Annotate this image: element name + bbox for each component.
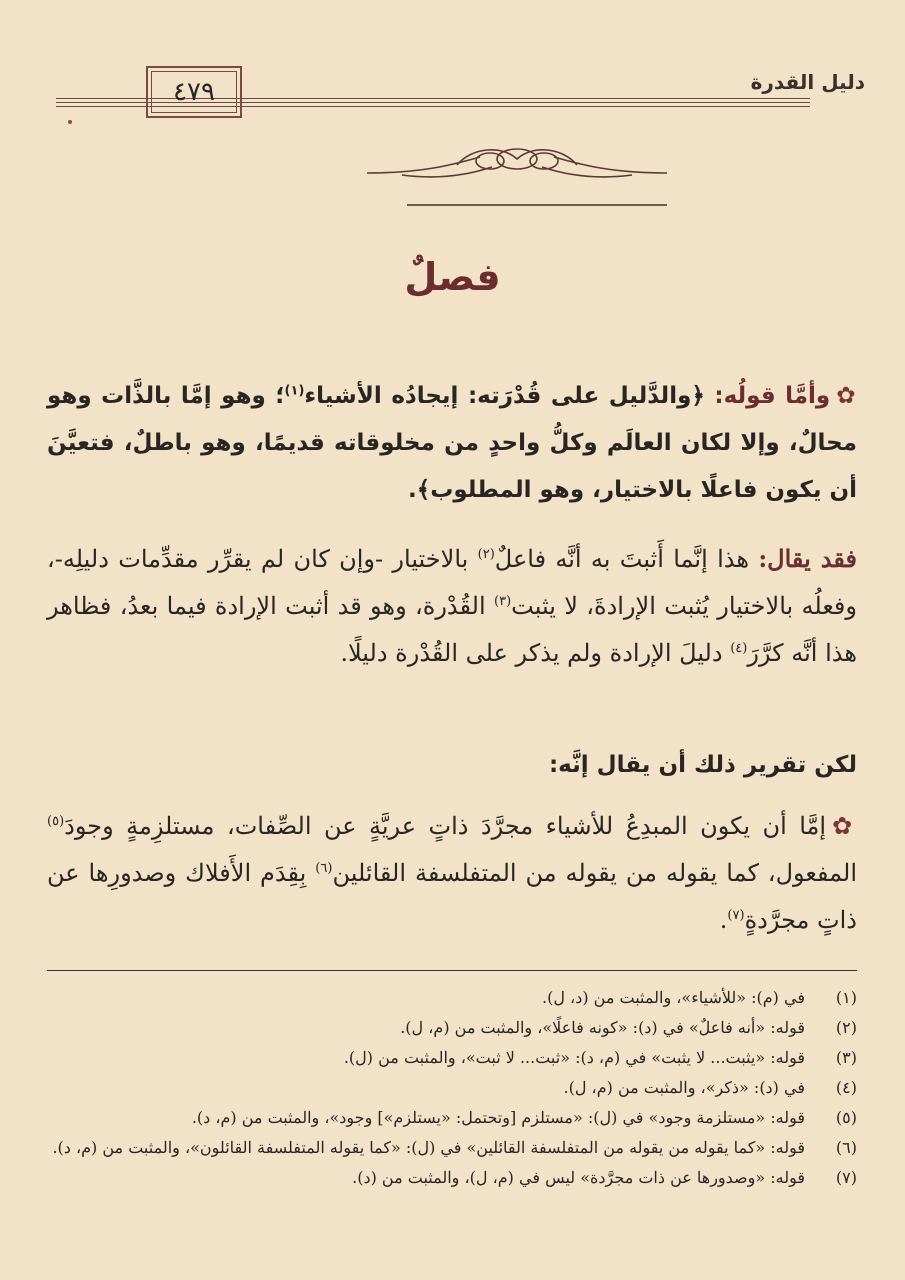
- paragraph-2-text-c: القُدْرة، وهو قد أثبت الإرادة فيما بعدُ، فظاهر هذا أنَّه كرَّرَ: [47, 592, 857, 667]
- footnote-number: (٥): [835, 1108, 857, 1127]
- footnote-item: [47, 1164, 857, 1192]
- footnote-item: [47, 984, 857, 1012]
- paragraph-1-rest: ؛ وهو إمَّا بالذَّات وهو محالٌ، وإلا لكان العالَم وكلُّ واحدٍ من مخلوقاته قديمًا، وهو باطلٌ، فتعيَّنَ أن يكون فاعلًا بالاختيار، وهو المطلوب﴾.: [47, 383, 857, 503]
- footnote-text: قوله: «أنه فاعلٌ» في (د): «كونه فاعلًا»، والمثبت من (م، ل).: [400, 1018, 805, 1037]
- footnote-ref-4[interactable]: (٤): [730, 641, 748, 656]
- footnote-text: في (د): «ذكر»، والمثبت من (م، ل).: [563, 1078, 805, 1097]
- footnote-ref-3[interactable]: (٣): [494, 594, 512, 609]
- paragraph-1: [47, 373, 857, 514]
- footnote-text: قوله: «مستلزمة وجود» في (ل): «مستلزم [وتحتمل: «يستلزم»] وجود»، والمثبت من (م، د).: [191, 1108, 805, 1127]
- page-number: ٤٧٩: [173, 77, 215, 107]
- paragraph-1-lead: وأمَّا قولُه:: [714, 383, 831, 409]
- running-title: دليل القدرة: [750, 70, 865, 94]
- footnote-separator: [47, 970, 857, 971]
- footnote-item: [47, 1014, 857, 1042]
- footnote-ref-5[interactable]: (٥): [47, 814, 65, 829]
- paragraph-4-text-b: المفعول، كما يقوله من يقوله من المتفلسفة القائلين: [332, 859, 858, 887]
- paragraph-2: [47, 535, 857, 677]
- ink-speck: [68, 120, 72, 124]
- footnote-number: (١): [835, 988, 857, 1007]
- paragraph-4-text-a: إمَّا أن يكون المبدِعُ للأشياء مجرَّدَ ذاتٍ عريَّةٍ عن الصِّفات، مستلزِمةٍ وجودَ: [64, 812, 827, 840]
- footnote-number: (٦): [835, 1138, 857, 1157]
- footnotes-list: [47, 984, 857, 1194]
- paragraph-2-text-b: بالاختيار -وإن كان لم يقرِّر مقدِّمات دليلِه-، وفعلُه بالاختيار يُثبت الإرادةَ، لا يثبت: [47, 545, 857, 620]
- footnote-number: (٤): [835, 1078, 857, 1097]
- paragraph-2-text-a: هذا إنَّما أَثبتَ به أنَّه فاعلٌ: [494, 545, 749, 573]
- section-heading: فصلٌ: [404, 255, 501, 299]
- footnote-number: (٣): [835, 1048, 857, 1067]
- footnote-number: (٧): [835, 1168, 857, 1187]
- footnote-item: [47, 1044, 857, 1072]
- paragraph-4-text-d: .: [719, 906, 728, 934]
- paragraph-1-quote: ﴿والدَّليل على قُدْرَته: إيجادُه الأشياء: [304, 383, 705, 409]
- footnote-text: قوله: «كما يقوله من يقوله من المتفلسفة القائلين» في (ل): «كما يقوله المتفلسفة القائلون»، والمثبت من (م، د).: [52, 1138, 805, 1157]
- footnote-ref-2[interactable]: (٢): [477, 547, 495, 562]
- paragraph-4-text-c: بِقِدَم الأَفلاك وصدورِها عن ذاتٍ مجرَّدةٍ: [47, 859, 857, 934]
- footnote-text: في (م): «للأشياء»، والمثبت من (د، ل).: [542, 988, 805, 1007]
- footnote-number: (٢): [835, 1018, 857, 1037]
- ornament-divider-icon: [362, 135, 672, 215]
- flower-icon: ✿: [836, 383, 857, 409]
- footnote-ref-6[interactable]: (٦): [315, 861, 333, 876]
- paragraph-3: لكن تقرير ذلك أن يقال إنَّه:: [548, 752, 857, 778]
- footnote-item: [47, 1104, 857, 1132]
- paragraph-2-lead: فقد يقال:: [758, 544, 857, 573]
- header-rule-left: [56, 98, 146, 110]
- footnote-item: [47, 1134, 857, 1162]
- footnote-ref-1[interactable]: (١): [284, 383, 305, 399]
- flower-icon: ✿: [832, 812, 857, 840]
- footnote-text: قوله: «وصدورها عن ذات مجرَّدة» ليس في (م، ل)، والمثبت من (د).: [352, 1168, 805, 1187]
- footnote-ref-7[interactable]: (٧): [727, 908, 745, 923]
- footnote-item: [47, 1074, 857, 1102]
- paragraph-2-text-d: دليلَ الإرادة ولم يذكر على القُدْرة دليلًا.: [340, 639, 723, 667]
- footnote-text: قوله: «يثبت... لا يثبت» في (م، د): «ثبت... لا ثبت»، والمثبت من (ل).: [343, 1048, 805, 1067]
- paragraph-4: [47, 803, 857, 944]
- page-number-frame: [146, 66, 242, 118]
